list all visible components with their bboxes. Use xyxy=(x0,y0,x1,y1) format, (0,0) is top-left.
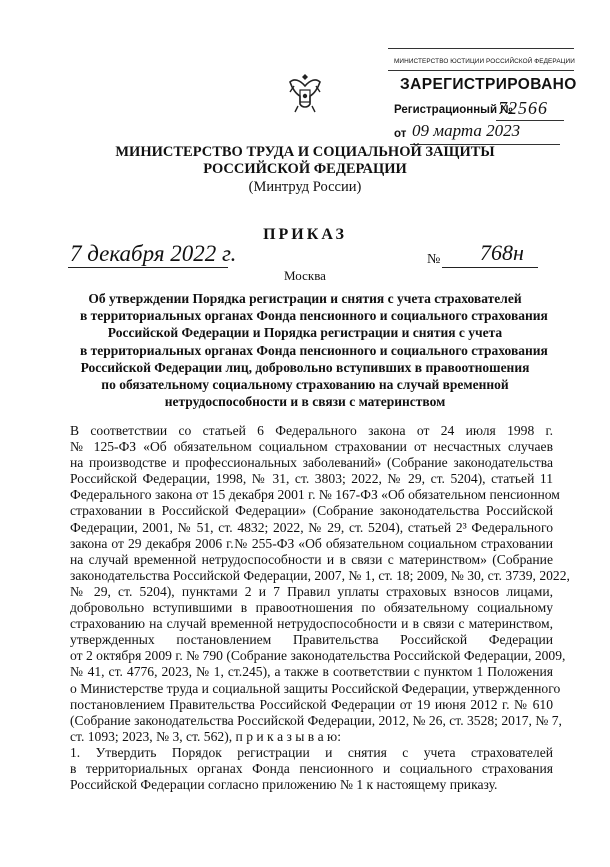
body-line: Российской Федерации согласно приложению № 1 к настоящему приказу. xyxy=(70,777,498,793)
handwritten-order-number: 768н xyxy=(480,240,524,265)
ministry-short-name: (Минтруд России) xyxy=(248,179,362,195)
body-line: 1. Утвердить Порядок регистрации и снятия с учета страхователей xyxy=(70,744,553,760)
stamp-from-label: от xyxy=(394,128,407,140)
body-line: Федерации, 2001, № 51, ст. 4832; 2022, № 29, ст. 5204), статьей 2³ Федерального xyxy=(70,519,553,535)
heading-line: в территориальных органах Фонда пенсионного и социального страхования xyxy=(80,342,548,358)
order-heading xyxy=(80,290,548,410)
stamp-top-rule xyxy=(388,48,574,49)
stamp-reg-number: 72566 xyxy=(498,98,548,118)
heading-line: Российской Федерации и Порядка регистрации и снятия с учета xyxy=(107,325,503,341)
body-line: утвержденных постановлением Правительства Российской Федерации xyxy=(70,632,553,648)
stamp-divider xyxy=(388,70,574,71)
handwritten-date: 7 декабря 2022 г. xyxy=(70,241,237,266)
heading-line: Российской Федерации лиц, добровольно вступивших в правоотношения xyxy=(80,359,530,375)
city-name: Москва xyxy=(284,268,326,283)
body-line: добровольно вступившими в правоотношения по обязательному социальному xyxy=(70,600,553,616)
body-line: № 29, ст. 5204), пунктами 2 и 7 Правил уплаты страховых взносов лицами, xyxy=(70,583,553,599)
body-line: страхованию на случай временной нетрудоспособности и в связи с материнством, xyxy=(70,616,553,632)
ministry-name-line1: МИНИСТЕРСТВО ТРУДА И СОЦИАЛЬНОЙ ЗАЩИТЫ xyxy=(115,144,495,160)
heading-line: нетрудоспособности и в связи с материнством xyxy=(164,394,446,410)
body-line: страховании в Российской Федерации» (Собрание законодательства Российской xyxy=(70,503,553,519)
body-line: от 2 октября 2009 г. № 790 (Собрание законодательства Российской Федерации, 2009, xyxy=(70,648,566,664)
document-type-title: ПРИКАЗ xyxy=(263,226,347,243)
registration-stamp xyxy=(388,48,577,146)
body-line: о Министерстве труда и социальной защиты Российской Федерации, утвержденного xyxy=(70,680,561,696)
stamp-status: ЗАРЕГИСТРИРОВАНО xyxy=(400,76,577,93)
order-body-text xyxy=(70,423,570,793)
stamp-reg-date: 09 марта 2023 xyxy=(412,121,521,140)
body-line: на случай временной нетрудоспособности и в связи с материнством» (Собрание xyxy=(70,551,553,567)
heading-line: по обязательному социальному страхованию на случай временной xyxy=(101,377,509,393)
body-line: (Собрание законодательства Российской Федерации, 2012, № 26, ст. 3528; 2017, № 7, xyxy=(70,712,562,728)
body-line: № 41, ст. 4776, 2023, № 1, ст.245), а также в соответствии с пунктом 1 Положения xyxy=(70,664,553,680)
body-line: постановлением Правительства Российской Федерации от 19 июня 2012 г. № 610 xyxy=(70,696,553,712)
body-line: № 125-ФЗ «Об обязательном социальном страховании от несчастных случаев xyxy=(70,439,553,455)
coat-of-arms-emblem-icon xyxy=(284,70,326,116)
stamp-ministry-name: МИНИСТЕРСТВО ЮСТИЦИИ РОССИЙСКОЙ ФЕДЕРАЦИИ xyxy=(394,58,575,65)
body-line: в территориальных органах Фонда пенсионного и социального страхования xyxy=(70,760,553,776)
body-line: законодательства Российской Федерации, 2007, № 1, ст. 18; 2009, № 30, ст. 3739, 2022, xyxy=(70,567,570,583)
heading-line: Об утверждении Порядка регистрации и снятия с учета страхователей xyxy=(88,291,522,306)
ministry-name-line2: РОССИЙСКОЙ ФЕДЕРАЦИИ xyxy=(203,161,407,177)
heading-line: в территориальных органах Фонда пенсионного и социального страхования xyxy=(80,308,548,324)
stamp-reg-label: Регистрационный № xyxy=(394,104,514,116)
body-line: на производстве и профессиональных заболеваний» (Собрание законодательства xyxy=(70,455,553,471)
body-line: закона от 29 декабря 2006 г.№ 255-ФЗ «Об обязательном социальном страховании xyxy=(70,535,553,551)
body-line: Федерального закона от 15 декабря 2001 г. № 167-ФЗ «Об обязательном пенсионном xyxy=(70,487,560,503)
order-number-label: № xyxy=(427,252,441,267)
body-line: В соответствии со статьей 6 Федерального закона от 24 июля 1998 г. xyxy=(70,423,553,438)
body-line: Российской Федерации, 1998, № 31, ст. 3803; 2022, № 29, ст. 5204), статьей 11 xyxy=(70,471,553,487)
body-line: ст. 1093; 2023, № 3, ст. 562), п р и к а з ы в а ю: xyxy=(70,728,341,744)
